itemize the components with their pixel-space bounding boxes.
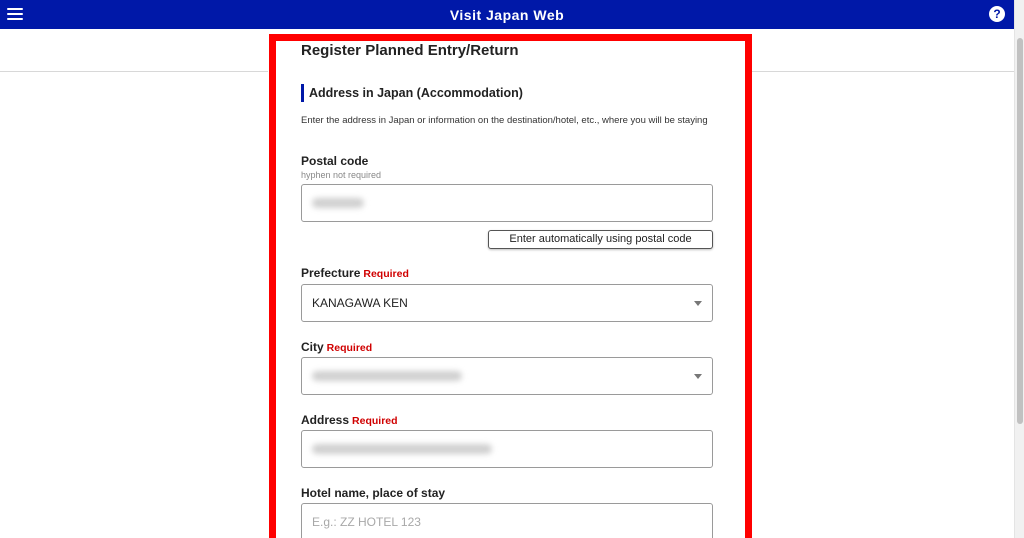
- required-badge: Required: [363, 268, 409, 280]
- city-redacted-value: [312, 371, 462, 381]
- required-badge: Required: [352, 415, 398, 427]
- city-select[interactable]: [301, 357, 713, 395]
- hotel-input[interactable]: [301, 503, 713, 538]
- city-label: [301, 340, 372, 354]
- section-description: Enter the address in Japan or information on the destination/hotel, etc., where you will be staying: [301, 115, 708, 126]
- address-input[interactable]: [301, 430, 713, 468]
- address-label-text: Address: [301, 413, 350, 427]
- hotel-label-text: Hotel name, place of stay: [301, 486, 446, 500]
- scrollbar-thumb[interactable]: [1017, 38, 1023, 424]
- chevron-down-icon: [694, 301, 702, 306]
- prefecture-label-text: Prefecture: [301, 266, 361, 280]
- scrollbar[interactable]: [1014, 0, 1024, 538]
- postal-code-redacted-value: [312, 198, 364, 208]
- section-heading: Address in Japan (Accommodation): [301, 84, 523, 102]
- required-badge: Required: [326, 342, 373, 354]
- postal-code-label: [301, 154, 368, 168]
- postal-code-label-text: Postal code: [301, 154, 369, 168]
- hotel-placeholder: E.g.: ZZ HOTEL 123: [312, 515, 421, 529]
- prefecture-value: KANAGAWA KEN: [312, 296, 408, 310]
- chevron-down-icon: [694, 374, 702, 379]
- help-icon[interactable]: ?: [989, 6, 1005, 22]
- hamburger-menu-icon[interactable]: [7, 6, 23, 22]
- prefecture-label: [301, 266, 409, 280]
- address-redacted-value: [312, 444, 492, 454]
- postal-code-hint: hyphen not required: [301, 170, 382, 180]
- page-title: Register Planned Entry/Return: [301, 42, 519, 59]
- city-label-text: City: [301, 340, 324, 354]
- auto-fill-postal-button[interactable]: Enter automatically using postal code: [488, 230, 713, 249]
- address-label: [301, 413, 398, 427]
- app-title: Visit Japan Web: [449, 6, 565, 23]
- hotel-label: [301, 486, 445, 500]
- prefecture-select[interactable]: [301, 284, 713, 322]
- postal-code-input[interactable]: [301, 184, 713, 222]
- top-header-bar: [0, 0, 1014, 29]
